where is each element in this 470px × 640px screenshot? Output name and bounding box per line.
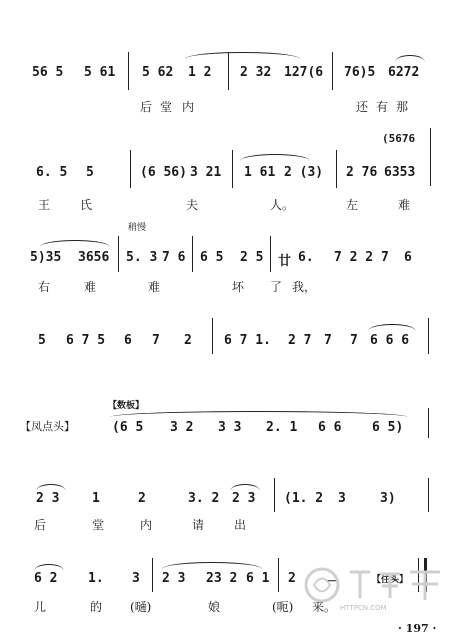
slur-mark <box>162 562 262 569</box>
note-group: 3 2 <box>170 420 194 435</box>
note-group: (6 5 <box>112 420 144 435</box>
note-group: 6 1 <box>246 571 270 586</box>
bar-line <box>128 52 129 90</box>
note-group: 6 5) <box>372 420 404 435</box>
note-group: 2 (3) <box>284 165 324 180</box>
lyric: 堂 <box>160 100 173 114</box>
section-annotation: 【数板】 <box>108 401 145 411</box>
lyric: 后 <box>140 100 153 114</box>
lyric: 后 <box>34 518 47 532</box>
note-group: 7 <box>350 333 358 348</box>
lyric: 了 <box>270 280 283 294</box>
note-group: 127(6 <box>284 65 324 80</box>
lyric: 的 <box>90 600 103 614</box>
note-group: 2 <box>288 571 296 586</box>
lyric: 氏 <box>80 198 93 212</box>
note-group: 3) <box>380 491 396 506</box>
lyric: 出 <box>234 518 247 532</box>
lyric: 内 <box>182 100 195 114</box>
bar-line <box>274 478 275 512</box>
lyric: 有 <box>376 100 389 114</box>
slur-mark <box>240 154 310 161</box>
bar-line <box>192 236 193 272</box>
note-group: 7 6 <box>162 250 186 265</box>
lyric: 夫 <box>186 198 199 212</box>
note-group: 6353 <box>384 165 416 180</box>
lyric: 难 <box>398 198 411 212</box>
slur-mark <box>185 52 300 59</box>
note-group: 2 76 <box>346 165 378 180</box>
note-group: 一 <box>326 575 340 590</box>
bar-line <box>270 236 271 272</box>
slur-mark <box>110 411 408 417</box>
lyric: 那 <box>396 100 409 114</box>
note-group: (6 56) <box>140 165 187 180</box>
note-group: 5 61 <box>84 65 116 80</box>
lyric: 王 <box>38 198 51 212</box>
note-group: 2. 1 <box>266 420 298 435</box>
bar-line <box>428 408 429 438</box>
bar-line <box>278 558 279 592</box>
note-group: 2 <box>184 333 192 348</box>
note-group: 7 2 2 7 <box>334 250 389 265</box>
note-group: 6272 <box>388 65 420 80</box>
note-group: 2 <box>138 491 146 506</box>
note-group: 6. <box>298 250 314 265</box>
note-group: 6 2 <box>34 571 58 586</box>
lyric: 难 <box>84 280 97 294</box>
tempo-annotation: 稍慢 <box>128 223 147 233</box>
note-group: 5 62 <box>142 65 174 80</box>
lyric: 儿 <box>34 600 47 614</box>
lyric: 人。 <box>270 198 295 212</box>
slur-mark <box>230 484 260 491</box>
note-group: 2 3 <box>162 571 186 586</box>
slur-mark <box>34 564 64 571</box>
note-group: (1. 2 <box>284 491 324 506</box>
page-number: · 197 · <box>398 622 437 635</box>
note-group: 2 32 <box>240 65 272 80</box>
slur-mark <box>368 324 416 331</box>
bar-line <box>130 150 131 188</box>
bar-line <box>428 318 429 354</box>
note-group: 1 2 <box>188 65 212 80</box>
slur-mark <box>36 484 66 491</box>
note-group: 3 <box>132 571 140 586</box>
lyric: 坏 <box>232 280 245 294</box>
note-group: 2 3 <box>36 491 60 506</box>
lyric: 还 <box>356 100 369 114</box>
note-group: 3 3 <box>218 420 242 435</box>
note-group: 56 5 <box>32 65 64 80</box>
lyric: 右 <box>38 280 51 294</box>
note-group: 3 21 <box>190 165 222 180</box>
note-group: 6 6 6 <box>370 333 410 348</box>
lyric: (嗵) <box>130 600 152 614</box>
slur-mark <box>395 55 425 62</box>
note-group: 6 7 1. <box>224 333 271 348</box>
note-group: 7 <box>324 333 332 348</box>
watermark-graphic <box>300 560 450 610</box>
ending-annotation: 【住头】 <box>372 575 409 585</box>
lyric: 娘 <box>208 600 221 614</box>
note-group: 5)35 <box>30 250 62 265</box>
note-group: (5676 <box>382 132 416 145</box>
note-group: 1 61 <box>244 165 276 180</box>
lyric: 内 <box>140 518 153 532</box>
note-group: 6 <box>404 250 412 265</box>
note-group: 6 5 <box>200 250 224 265</box>
slur-mark <box>40 240 110 247</box>
lyric: 难 <box>148 280 161 294</box>
note-group: 3656 <box>78 250 110 265</box>
note-group: 2 3 <box>232 491 256 506</box>
lyric: 我， <box>292 280 317 294</box>
lyric: (呃) <box>272 600 294 614</box>
note-group: 23 2 <box>206 571 238 586</box>
lyric: 请 <box>192 518 205 532</box>
note-group: 5 <box>38 333 46 348</box>
note-group: 5. 3 <box>126 250 158 265</box>
bar-line <box>212 318 213 354</box>
note-group: 6 <box>124 333 132 348</box>
lyric: 堂 <box>92 518 105 532</box>
bar-line <box>232 150 233 188</box>
note-group: 6 7 5 <box>66 333 106 348</box>
bar-line <box>430 128 431 186</box>
note-group: 2 7 <box>288 333 312 348</box>
note-group: 1. <box>88 571 104 586</box>
lyric: 左 <box>346 198 359 212</box>
bar-line <box>428 478 429 512</box>
note-group: 7 <box>152 333 160 348</box>
bar-line <box>118 236 119 272</box>
note-group: 3. 2 <box>188 491 220 506</box>
note-group: 76)5 <box>344 65 376 80</box>
note-group: 5 <box>86 165 94 180</box>
section-label: 【凤点头】 <box>20 420 75 433</box>
bar-line <box>336 150 337 188</box>
note-group: 6. 5 <box>36 165 68 180</box>
note-group: 6 6 <box>318 420 342 435</box>
note-group: 3 <box>338 491 346 506</box>
bar-line <box>332 52 333 90</box>
note-group: 2 5 <box>240 250 264 265</box>
note-group: 廿 <box>278 254 292 269</box>
bar-line <box>152 558 153 592</box>
lyric: 来。 <box>312 600 337 614</box>
watermark-logo <box>300 560 450 610</box>
watermark-text: HTTPCN.COM <box>340 604 387 612</box>
note-group: 1 <box>92 491 100 506</box>
